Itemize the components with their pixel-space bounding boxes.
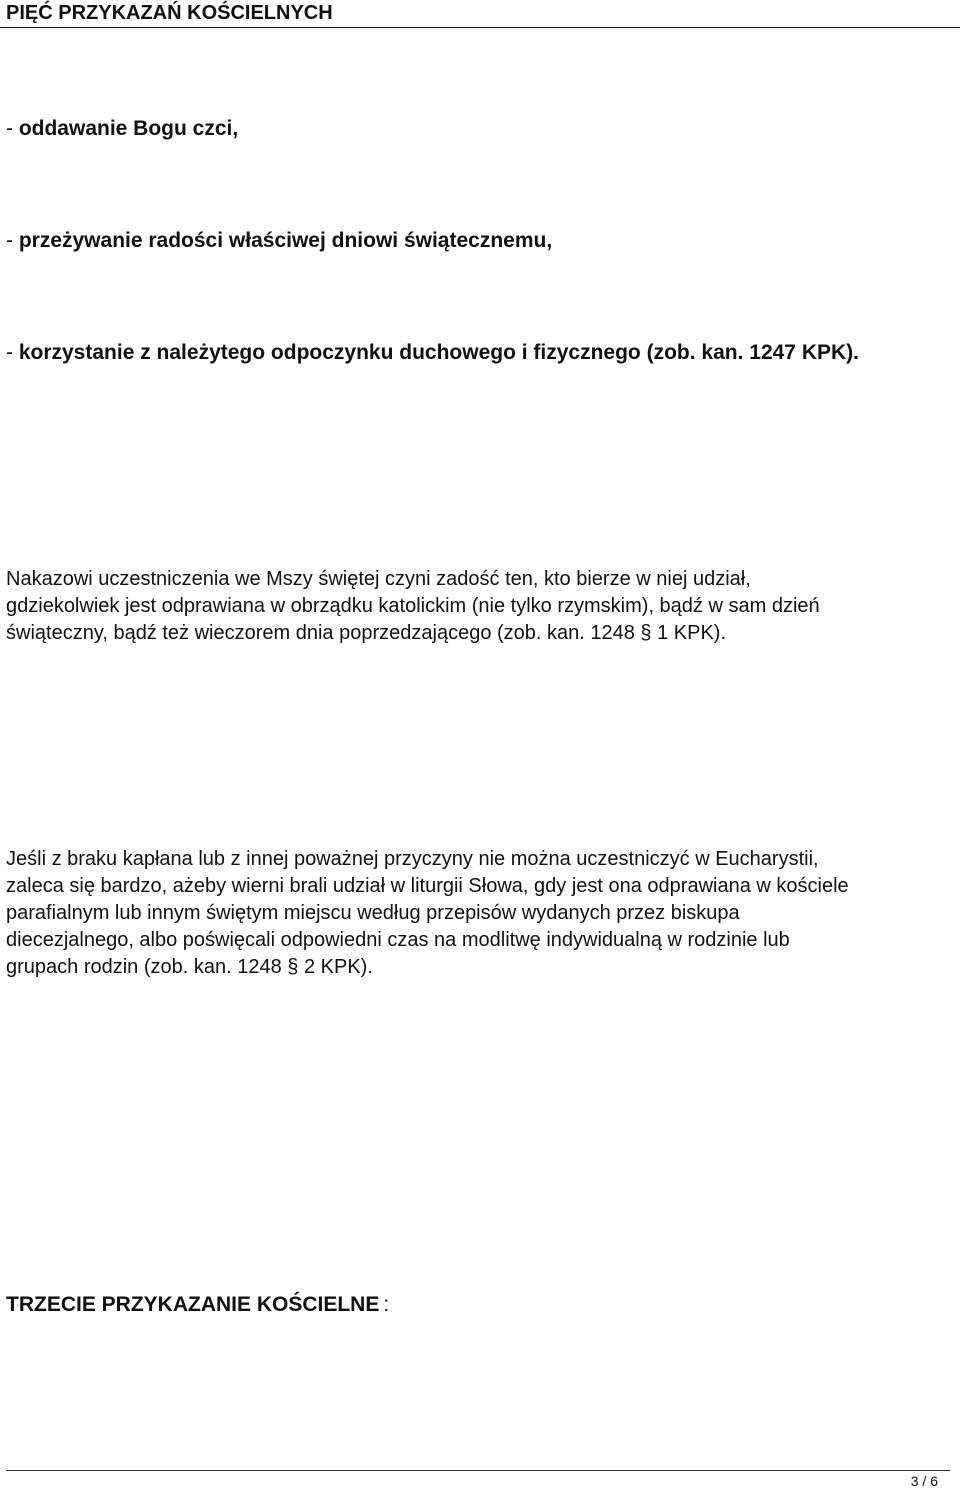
list-item <box>6 228 552 254</box>
page-header-title: PIĘĆ PRZYKAZAŃ KOŚCIELNYCH <box>6 2 333 24</box>
header-divider <box>0 27 960 28</box>
section-heading <box>6 1292 389 1318</box>
bullet-dash: - <box>6 117 19 140</box>
paragraph-line: grupach rodzin (zob. kan. 1248 § 2 KPK). <box>6 956 373 978</box>
list-item-text: przeżywanie radości właściwej dniowi świątecznemu, <box>18 229 553 252</box>
paragraph-no-priest <box>6 846 956 981</box>
list-item-text: oddawanie Bogu czci, <box>18 117 239 140</box>
section-heading-title: TRZECIE PRZYKAZANIE KOŚCIELNE <box>6 1293 380 1316</box>
paragraph-mass-attendance <box>6 566 956 647</box>
paragraph-line: gdziekolwiek jest odprawiana w obrządku katolickim (nie tylko rzymskim), bądź w sam dzień <box>6 595 820 617</box>
paragraph-line: parafialnym lub innym świętym miejscu według przepisów wydanych przez biskupa <box>6 902 740 924</box>
paragraph-line: Jeśli z braku kapłana lub z innej poważnej przyczyny nie można uczestniczyć w Eucharystii, <box>6 848 819 870</box>
page-number: 3 / 6 <box>910 1473 938 1489</box>
list-item-text: korzystanie z należytego odpoczynku duchowego i fizycznego (zob. kan. 1247 KPK). <box>18 341 859 364</box>
paragraph-line: diecezjalnego, albo poświęcali odpowiedni czas na modlitwę indywidualną w rodzinie lub <box>6 929 790 951</box>
paragraph-line: świąteczny, bądź też wieczorem dnia poprzedzającego (zob. kan. 1248 § 1 KPK). <box>6 622 727 644</box>
bullet-dash: - <box>6 341 19 364</box>
paragraph-line: Nakazowi uczestniczenia we Mszy świętej czyni zadość ten, kto bierze w niej udział, <box>6 568 751 590</box>
section-heading-colon: : <box>383 1293 390 1316</box>
list-item <box>6 116 238 142</box>
list-item <box>6 340 859 366</box>
footer-divider <box>6 1470 950 1471</box>
bullet-dash: - <box>6 229 19 252</box>
paragraph-line: zaleca się bardzo, ażeby wierni brali udział w liturgii Słowa, gdy jest ona odprawiana w kościele <box>6 875 849 897</box>
